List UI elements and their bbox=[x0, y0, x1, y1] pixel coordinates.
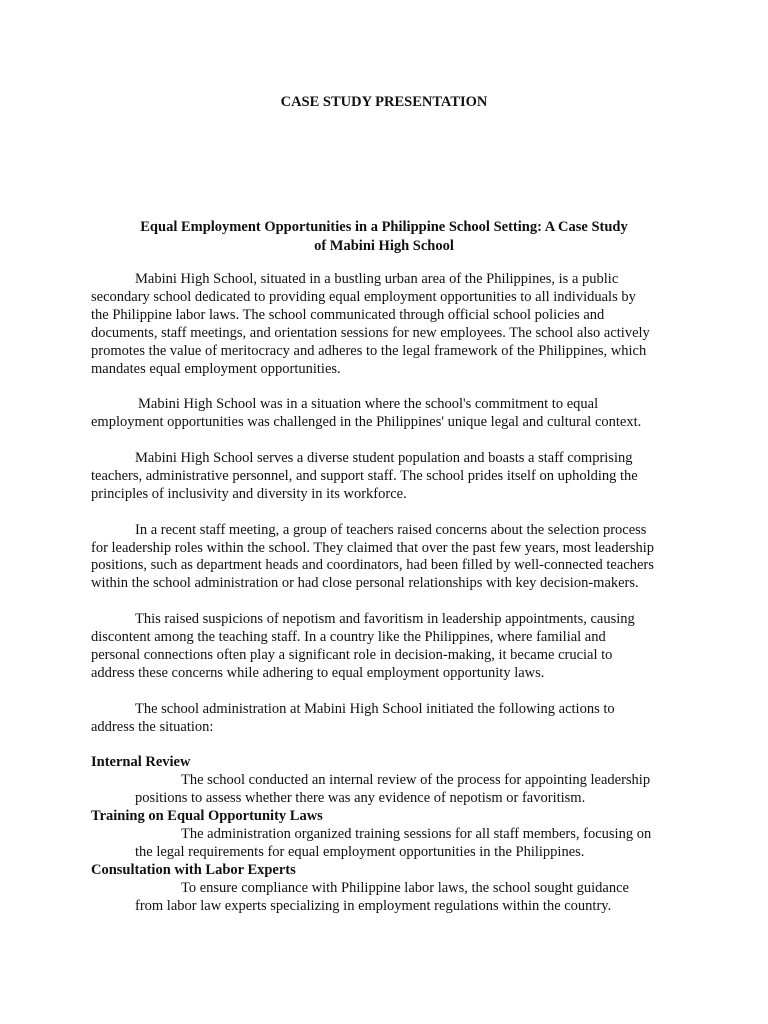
section-body-consultation bbox=[91, 880, 681, 916]
paragraph-line: for leadership roles within the school. They claimed that over the past few years, most leadership bbox=[91, 539, 655, 556]
paragraph-actions-intro bbox=[91, 701, 681, 737]
section-line: The administration organized training sessions for all staff members, focusing on bbox=[181, 826, 652, 842]
paragraph-diversity bbox=[91, 450, 681, 504]
document-body bbox=[91, 271, 681, 916]
paragraph-line: documents, staff meetings, and orientation sessions for new employees. The school also actively bbox=[91, 324, 650, 341]
paragraph-line: In a recent staff meeting, a group of teachers raised concerns about the selection process bbox=[135, 521, 647, 538]
paragraph-line: personal connections often play a significant role in decision-making, it became crucial to bbox=[91, 646, 613, 663]
section-line: To ensure compliance with Philippine labor laws, the school sought guidance bbox=[181, 879, 629, 896]
section-heading-internal-review: Internal Review bbox=[91, 754, 191, 771]
section-body-internal-review bbox=[91, 772, 681, 808]
paragraph-line: Mabini High School serves a diverse student population and boasts a staff comprising bbox=[135, 450, 633, 467]
section-body-training bbox=[91, 826, 681, 862]
paragraph-line: discontent among the teaching staff. In a country like the Philippines, where familial and bbox=[91, 629, 606, 646]
paragraph-line: The school administration at Mabini High School initiated the following actions to bbox=[135, 700, 615, 717]
paragraph-line: promotes the value of meritocracy and adheres to the legal framework of the Philippines, which bbox=[91, 342, 647, 359]
paragraph-line: teachers, administrative personnel, and support staff. The school prides itself on upholding the bbox=[91, 467, 638, 484]
section-line: from labor law experts specializing in employment regulations within the country. bbox=[135, 897, 612, 914]
document-header: CASE STUDY PRESENTATION bbox=[280, 94, 488, 110]
paragraph-nepotism bbox=[91, 611, 681, 683]
paragraph-intro bbox=[91, 271, 681, 378]
section-heading-consultation: Consultation with Labor Experts bbox=[91, 861, 296, 878]
section-line: positions to assess whether there was any evidence of nepotism or favoritism. bbox=[135, 790, 586, 807]
paragraph-line: the Philippine labor laws. The school communicated through official school policies and bbox=[91, 306, 605, 323]
section-line: the legal requirements for equal employment opportunities in the Philippines. bbox=[135, 843, 585, 860]
section-line: The school conducted an internal review of the process for appointing leadership bbox=[181, 772, 651, 789]
paragraph-situation bbox=[91, 396, 681, 432]
case-study-title bbox=[120, 218, 648, 255]
paragraph-line: address the situation: bbox=[91, 718, 214, 735]
case-study-title-line-1: Equal Employment Opportunities in a Philippine School Setting: A Case Study bbox=[140, 219, 628, 235]
section-heading-training: Training on Equal Opportunity Laws bbox=[91, 808, 323, 825]
paragraph-line: This raised suspicions of nepotism and favoritism in leadership appointments, causing bbox=[135, 611, 635, 628]
paragraph-line: Mabini High School, situated in a bustling urban area of the Philippines, is a public bbox=[135, 271, 619, 287]
paragraph-line: secondary school dedicated to providing equal employment opportunities to all individuals by bbox=[91, 288, 636, 305]
paragraph-line: employment opportunities was challenged in the Philippines' unique legal and cultural context. bbox=[91, 414, 642, 431]
paragraph-line: principles of inclusivity and diversity in its workforce. bbox=[91, 485, 407, 502]
paragraph-line: within the school administration or had close personal relationships with key decision-makers. bbox=[91, 575, 639, 592]
paragraph-line: positions, such as department heads and coordinators, had been filled by well-connected teachers bbox=[91, 557, 654, 574]
paragraph-line: Mabini High School was in a situation where the school's commitment to equal bbox=[138, 396, 599, 413]
paragraph-concerns bbox=[91, 522, 681, 594]
case-study-title-line-2: of Mabini High School bbox=[314, 237, 454, 254]
paragraph-line: mandates equal employment opportunities. bbox=[91, 360, 341, 377]
paragraph-line: address these concerns while adhering to equal employment opportunity laws. bbox=[91, 664, 545, 681]
